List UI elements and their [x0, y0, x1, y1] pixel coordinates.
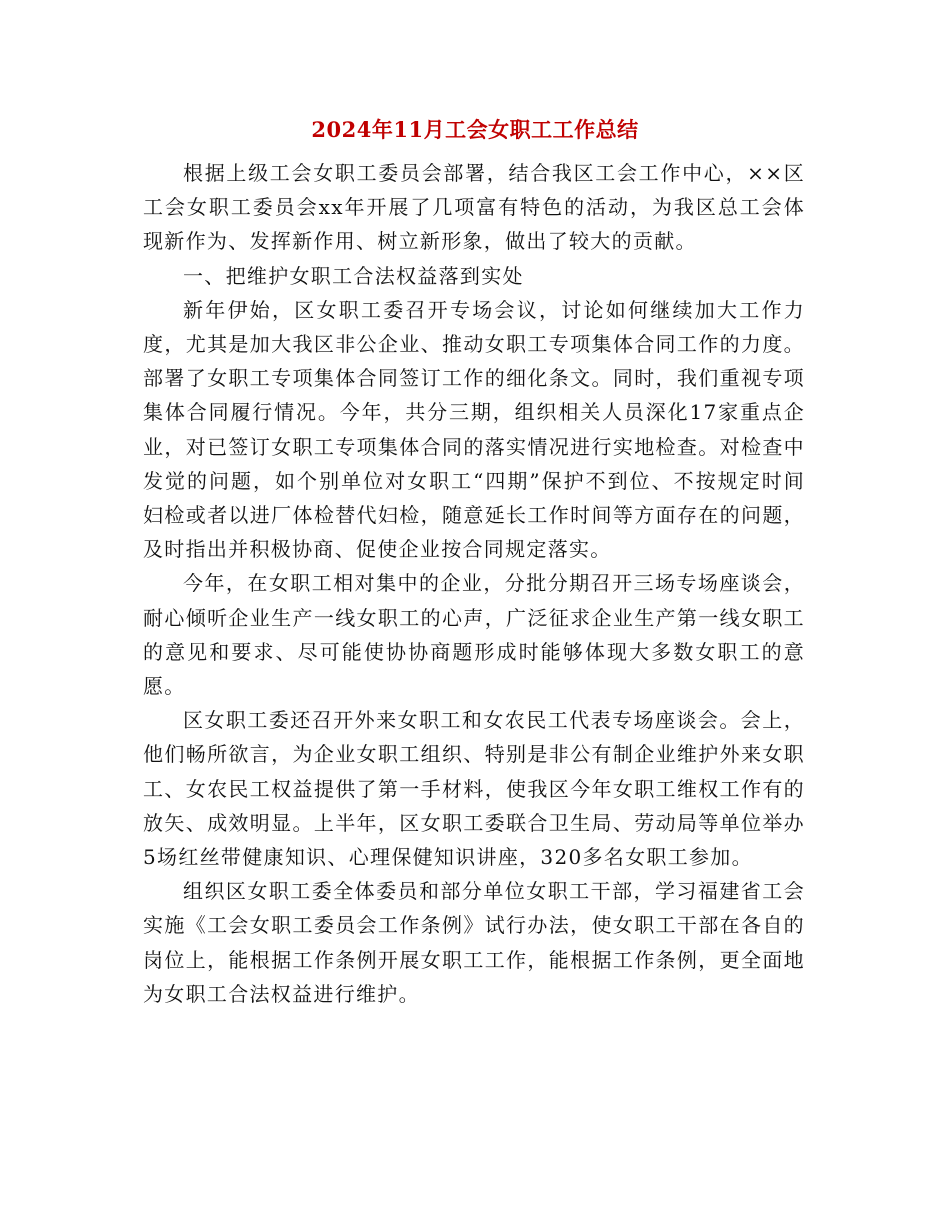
- section-heading: 一、把维护女职工合法权益落到实处: [183, 263, 524, 288]
- body-paragraph: 组织区女职工委全体委员和部分单位女职工干部，学习福建省工会实施《工会女职工委员会工作条例》试行办法，使女职工干部在各自的岗位上，能根据工作条例开展女职工工作，能根据工作条例，更全面地为女职工合法权益进行维护。: [143, 879, 805, 1006]
- document-title: 2024年11月工会女职工工作总结: [311, 117, 639, 142]
- document-body: [143, 156, 805, 1011]
- body-paragraph: 新年伊始，区女职工委召开专场会议，讨论如何继续加大工作力度，尤其是加大我区非公企业、推动女职工专项集体合同工作的力度。部署了女职工专项集体合同签订工作的细化条文。同时，我们重视专项集体合同履行情况。今年，共分三期，组织相关人员深化17家重点企业，对已签订女职工专项集体合同的落实情况进行实地检查。对检查中发觉的问题，如个别单位对女职工“四期”保护不到位、不按规定时间妇检或者以进厂体检替代妇检，随意延长工作时间等方面存在的问题，及时指出并积极协商、促使企业按合同规定落实。: [143, 297, 805, 562]
- body-paragraph: 区女职工委还召开外来女职工和女农民工代表专场座谈会。会上，他们畅所欲言，为企业女职工组织、特别是非公有制企业维护外来女职工、女农民工权益提供了第一手材料，使我区今年女职工维权工作有的放矢、成效明显。上半年，区女职工委联合卫生局、劳动局等单位举办5场红丝带健康知识、心理保健知识讲座，320多名女职工参加。: [143, 708, 805, 870]
- body-paragraph: 今年，在女职工相对集中的企业，分批分期召开三场专场座谈会，耐心倾听企业生产一线女职工的心声，广泛征求企业生产第一线女职工的意见和要求、尽可能使协协商题形成时能够体现大多数女职工的意愿。: [143, 571, 805, 699]
- intro-paragraph: 根据上级工会女职工委员会部署，结合我区工会工作中心，××区工会女职工委员会xx年开展了几项富有特色的活动，为我区总工会体现新作为、发挥新作用、树立新形象，做出了较大的贡献。: [143, 161, 805, 254]
